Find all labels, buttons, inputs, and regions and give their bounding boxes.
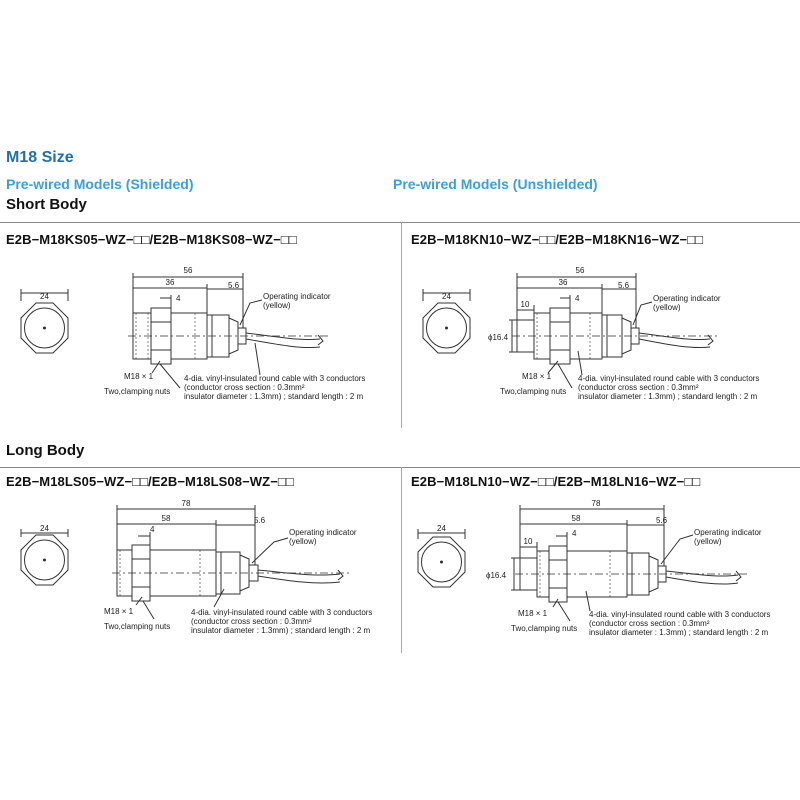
dim-total: 78 xyxy=(181,499,191,508)
long-body-title: Long Body xyxy=(6,442,85,459)
drawing-short-shielded xyxy=(0,255,400,415)
dim-nut: 4 xyxy=(176,294,181,303)
dim-head: 10 xyxy=(520,300,530,309)
nuts-label: Two,clamping nuts xyxy=(104,622,171,631)
model-title-ln: E2B−M18LN10−WZ−□□/E2B−M18LN16−WZ−□□ xyxy=(411,474,701,489)
indicator-label: Operating indicator xyxy=(653,294,721,303)
thread-label: M18 × 1 xyxy=(104,607,134,616)
cable xyxy=(666,571,738,584)
cable xyxy=(639,333,710,348)
model-title-ls: E2B−M18LS05−WZ−□□/E2B−M18LS08−WZ−□□ xyxy=(6,474,294,489)
dim-total: 78 xyxy=(591,499,601,508)
dim-body: 36 xyxy=(165,278,175,287)
dim-head: 10 xyxy=(523,537,533,546)
shielded-title: Pre-wired Models (Shielded) xyxy=(6,176,194,192)
indicator-color-label: (yellow) xyxy=(653,303,681,312)
size-title: M18 Size xyxy=(6,149,74,166)
cable-desc-2: (conductor cross section : 0.3mm² xyxy=(184,383,305,392)
dim-face: 24 xyxy=(40,292,49,301)
dim-cable: 5.6 xyxy=(618,281,630,290)
model-title-ks: E2B−M18KS05−WZ−□□/E2B−M18KS08−WZ−□□ xyxy=(6,232,297,247)
cable-desc-1: 4-dia. vinyl-insulated round cable with 3 conductors xyxy=(184,374,366,383)
indicator-label: Operating indicator xyxy=(263,292,331,301)
short-body-title: Short Body xyxy=(6,196,87,213)
unshielded-title: Pre-wired Models (Unshielded) xyxy=(393,176,598,192)
dim-face: 24 xyxy=(40,524,49,533)
indicator-label: Operating indicator xyxy=(694,528,762,537)
thread-label: M18 × 1 xyxy=(522,372,552,381)
cable-desc-2: (conductor cross section : 0.3mm² xyxy=(191,617,312,626)
dim-cable: 5.6 xyxy=(228,281,240,290)
short-body-top-rule xyxy=(0,222,800,223)
cable-desc-3: insulator diameter : 1.3mm) ; standard length : 2 m xyxy=(191,626,371,635)
indicator-color-label: (yellow) xyxy=(289,537,317,546)
model-title-kn: E2B−M18KN10−WZ−□□/E2B−M18KN16−WZ−□□ xyxy=(411,232,704,247)
nuts-label: Two,clamping nuts xyxy=(511,624,578,633)
drawing-long-unshielded xyxy=(400,495,800,645)
dim-body: 58 xyxy=(161,514,171,523)
indicator-leader xyxy=(661,535,693,564)
cable xyxy=(246,333,320,348)
dim-nut: 4 xyxy=(575,294,580,303)
cable-desc-2: (conductor cross section : 0.3mm² xyxy=(578,383,699,392)
indicator-label: Operating indicator xyxy=(289,528,357,537)
indicator-color-label: (yellow) xyxy=(263,301,291,310)
nuts-label: Two,clamping nuts xyxy=(104,387,171,396)
cable-desc-1: 4-dia. vinyl-insulated round cable with 3 conductors xyxy=(578,374,760,383)
dim-diameter: ϕ16.4 xyxy=(488,333,509,342)
cable-desc-3: insulator diameter : 1.3mm) ; standard length : 2 m xyxy=(589,628,769,637)
dim-total: 56 xyxy=(183,266,193,275)
dim-cable: 5.6 xyxy=(656,516,668,525)
dim-nut: 4 xyxy=(572,529,577,538)
cable xyxy=(258,570,340,583)
dim-face: 24 xyxy=(442,292,451,301)
drawing-long-shielded xyxy=(0,495,400,645)
cable-desc-3: insulator diameter : 1.3mm) ; standard length : 2 m xyxy=(184,392,364,401)
nuts-label: Two,clamping nuts xyxy=(500,387,567,396)
indicator-leader xyxy=(252,538,288,563)
cable-desc-1: 4-dia. vinyl-insulated round cable with 3 conductors xyxy=(589,610,771,619)
cable-desc-3: insulator diameter : 1.3mm) ; standard length : 2 m xyxy=(578,392,758,401)
indicator-color-label: (yellow) xyxy=(694,537,722,546)
dim-body: 58 xyxy=(571,514,581,523)
long-body-top-rule xyxy=(0,467,800,468)
thread-label: M18 × 1 xyxy=(518,609,548,618)
dim-face: 24 xyxy=(437,524,446,533)
dim-total: 56 xyxy=(575,266,585,275)
dim-body: 36 xyxy=(558,278,568,287)
drawing-short-unshielded xyxy=(400,255,800,415)
dim-diameter: ϕ16.4 xyxy=(486,571,507,580)
cable-desc-2: (conductor cross section : 0.3mm² xyxy=(589,619,710,628)
thread-label: M18 × 1 xyxy=(124,372,154,381)
dim-nut: 4 xyxy=(150,525,155,534)
cable-desc-1: 4-dia. vinyl-insulated round cable with 3 conductors xyxy=(191,608,373,617)
dim-cable: 5.6 xyxy=(254,516,266,525)
